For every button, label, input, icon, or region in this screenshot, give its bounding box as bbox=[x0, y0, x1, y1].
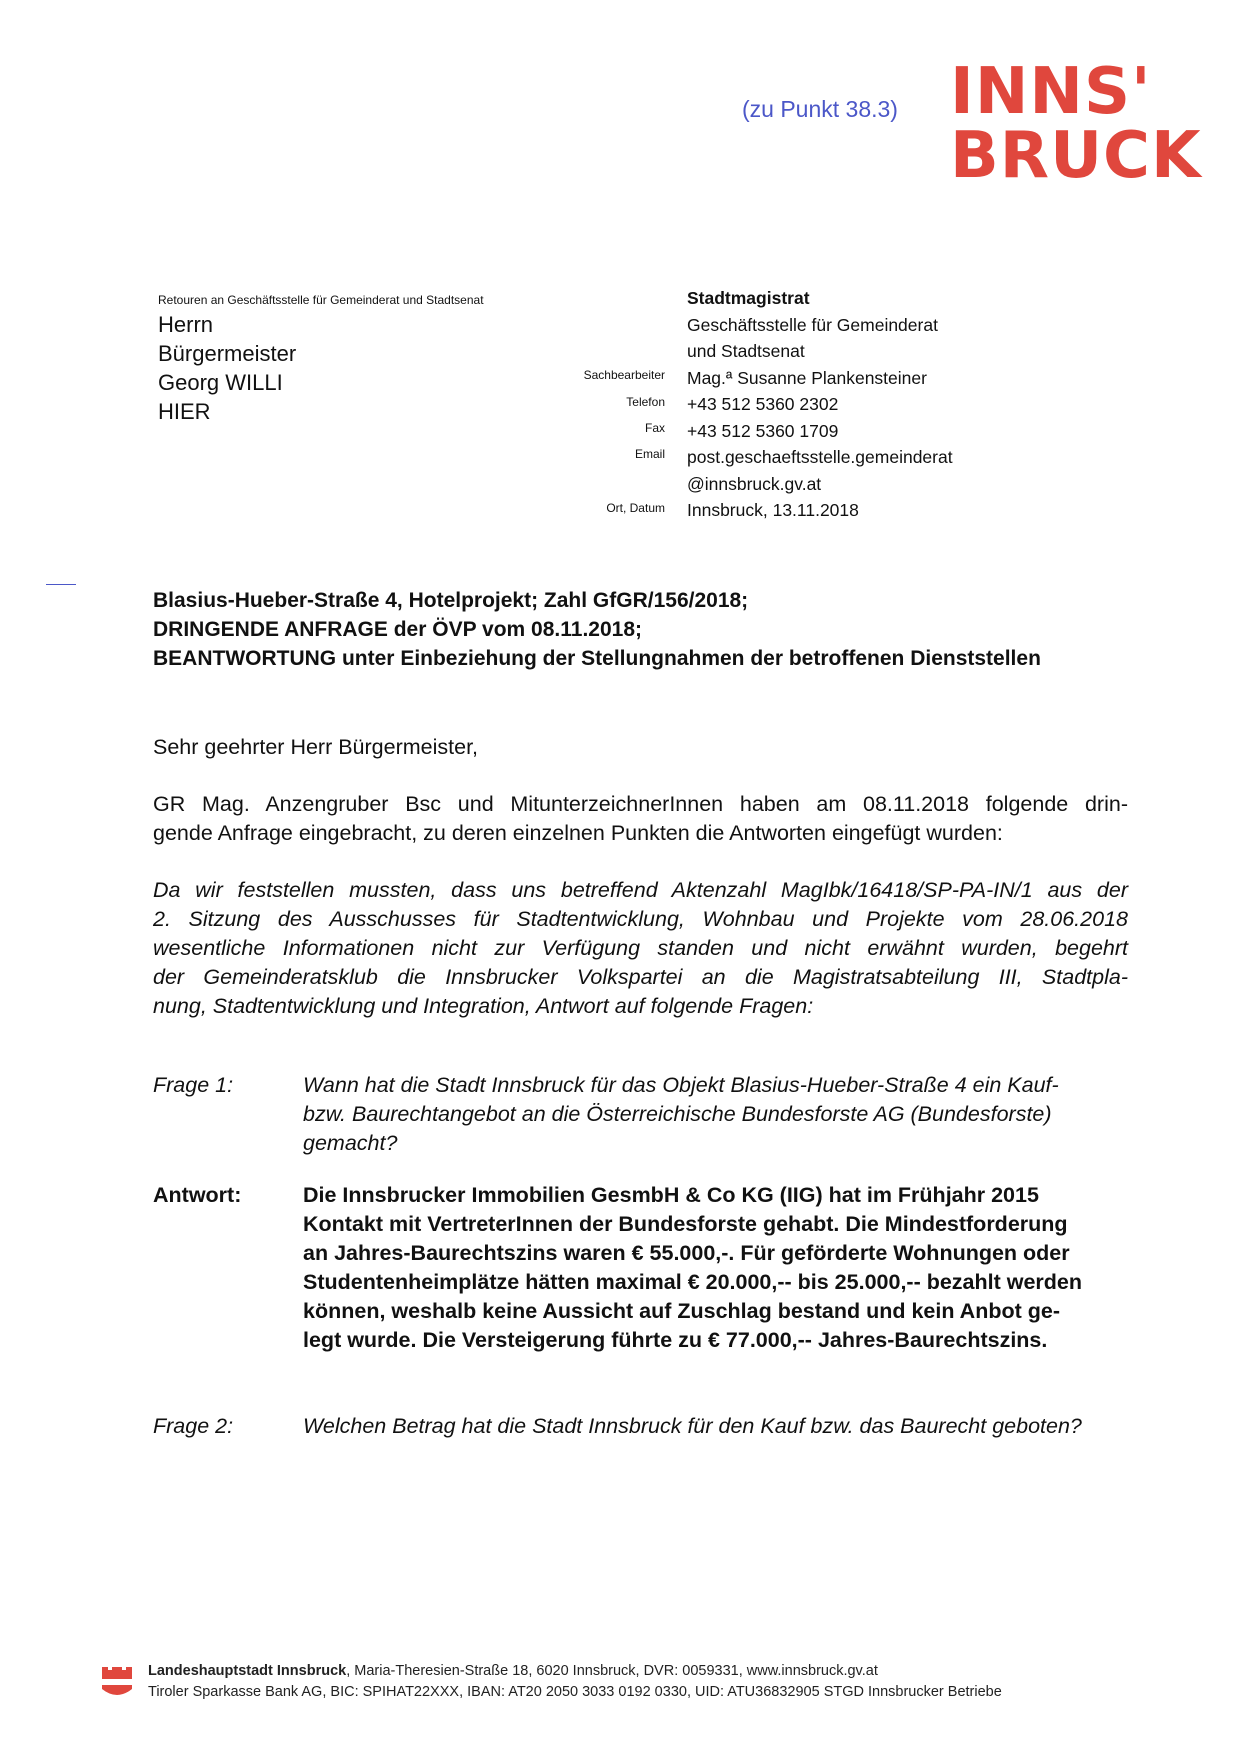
inquiry-line: nung, Stadtentwicklung und Integration, Antwort auf folgende Fragen: bbox=[153, 994, 814, 1018]
question-line: Welchen Betrag hat die Stadt Innsbruck für den Kauf bzw. das Baurecht geboten? bbox=[303, 1414, 1082, 1438]
sender-details bbox=[687, 285, 953, 524]
answer-line: Studentenheimplätze hätten maximal € 20.000,-- bis 25.000,-- bezahlt werden bbox=[303, 1270, 1083, 1294]
subject-line: Blasius-Hueber-Straße 4, Hotelprojekt; Zahl GfGR/156/2018; bbox=[153, 589, 749, 612]
question-2-label: Frage 2: bbox=[153, 1414, 234, 1438]
answer-line: legt wurde. Die Versteigerung führte zu € 77.000,-- Jahres-Baurechtszins. bbox=[303, 1328, 1048, 1352]
email-value: post.geschaeftsstelle.gemeinderat bbox=[687, 447, 953, 467]
inquiry-line: 2. Sitzung des Ausschusses für Stadtentwicklung, Wohnbau und Projekte vom 28.06.2018 bbox=[153, 907, 1128, 931]
address-line: Bürgermeister bbox=[158, 341, 297, 366]
intro-line: GR Mag. Anzengruber Bsc und MitunterzeichnerInnen haben am 08.11.2018 folgende drin- bbox=[153, 792, 1128, 816]
email-value: @innsbruck.gv.at bbox=[687, 473, 822, 494]
footer-org: Landeshauptstadt Innsbruck bbox=[148, 1663, 347, 1679]
question-2-text bbox=[303, 1412, 1133, 1441]
logo-line-1: INNS' bbox=[950, 55, 1152, 129]
ort-datum-value: Innsbruck, 13.11.2018 bbox=[687, 500, 859, 520]
address-line: Georg WILLI bbox=[158, 370, 283, 395]
footer bbox=[148, 1661, 1002, 1703]
fold-mark bbox=[46, 584, 76, 585]
label-email: Email bbox=[634, 447, 665, 461]
label-ort-datum: Ort, Datum bbox=[606, 501, 665, 515]
address-line: HIER bbox=[158, 399, 211, 424]
recipient-address bbox=[158, 310, 296, 426]
footer-line-2: Tiroler Sparkasse Bank AG, BIC: SPIHAT22XXX, IBAN: AT20 2050 3033 0192 0330, UID: ATU36832905 STGD Innsbrucker Betriebe bbox=[148, 1684, 1002, 1700]
label-sachbearbeiter: Sachbearbeiter bbox=[583, 368, 665, 382]
answer-line: an Jahres-Baurechtszins waren € 55.000,-. Für geförderte Wohnungen oder bbox=[303, 1241, 1070, 1265]
inquiry-line: der Gemeinderatsklub die Innsbrucker Volkspartei an die Magistratsabteilung III, Stadtpla- bbox=[153, 965, 1128, 989]
label-telefon: Telefon bbox=[626, 395, 665, 409]
sender-dept: Geschäftsstelle für Gemeinderat bbox=[687, 314, 938, 335]
footer-line-1 bbox=[148, 1661, 1002, 1682]
label-fax: Fax bbox=[644, 421, 665, 435]
subject bbox=[153, 586, 1041, 673]
question-1-text bbox=[303, 1071, 1133, 1158]
inquiry-line: wesentliche Informationen nicht zur Verfügung standen und nicht erwähnt wurden, begehrt bbox=[153, 936, 1128, 960]
sender-org: Stadtmagistrat bbox=[687, 288, 810, 308]
sachbearbeiter-value: Mag.ª Susanne Plankensteiner bbox=[687, 367, 927, 388]
answer-line: Die Innsbrucker Immobilien GesmbH & Co KG (IIG) hat im Frühjahr 2015 bbox=[303, 1183, 1039, 1207]
question-line: bzw. Baurechtangebot an die Österreichische Bundesforste AG (Bundesforste) bbox=[303, 1102, 1052, 1126]
intro-line: gende Anfrage eingebracht, zu deren einzelnen Punkten die Antworten eingefügt wurden: bbox=[153, 821, 1003, 845]
question-line: Wann hat die Stadt Innsbruck für das Objekt Blasius-Hueber-Straße 4 ein Kauf- bbox=[303, 1073, 1059, 1097]
inquiry-paragraph bbox=[153, 876, 1128, 1021]
reference-note: (zu Punkt 38.3) bbox=[742, 96, 898, 122]
fax-value: +43 512 5360 1709 bbox=[687, 420, 839, 441]
answer-line: können, weshalb keine Aussicht auf Zuschlag bestand und kein Anbot ge- bbox=[303, 1299, 1060, 1323]
sender-dept: und Stadtsenat bbox=[687, 341, 805, 361]
question-1-label: Frage 1: bbox=[153, 1073, 234, 1097]
question-line: gemacht? bbox=[303, 1131, 398, 1155]
subject-line: BEANTWORTUNG unter Einbeziehung der Stellungnahmen der betroffenen Dienststellen bbox=[153, 647, 1041, 670]
return-address: Retouren an Geschäftsstelle für Gemeinderat und Stadtsenat bbox=[158, 293, 484, 307]
innsbruck-bridge-icon bbox=[102, 1665, 132, 1699]
answer-line: Kontakt mit VertreterInnen der Bundesforste gehabt. Die Mindestforderung bbox=[303, 1212, 1068, 1236]
answer-1-text bbox=[303, 1181, 1133, 1355]
answer-1-label: Antwort: bbox=[153, 1183, 242, 1207]
innsbruck-logo bbox=[950, 55, 1202, 193]
inquiry-line: Da wir feststellen mussten, dass uns betreffend Aktenzahl MagIbk/16418/SP-PA-IN/1 aus der bbox=[153, 878, 1128, 902]
footer-address: , Maria-Theresien-Straße 18, 6020 Innsbruck, DVR: 0059331, www.innsbruck.gv.at bbox=[346, 1663, 878, 1679]
intro-paragraph bbox=[153, 790, 1128, 848]
telefon-value: +43 512 5360 2302 bbox=[687, 394, 839, 414]
subject-line: DRINGENDE ANFRAGE der ÖVP vom 08.11.2018; bbox=[153, 618, 642, 641]
address-line: Herrn bbox=[158, 312, 214, 337]
logo-line-2: BRUCK bbox=[950, 119, 1202, 193]
greeting: Sehr geehrter Herr Bürgermeister, bbox=[153, 735, 479, 759]
